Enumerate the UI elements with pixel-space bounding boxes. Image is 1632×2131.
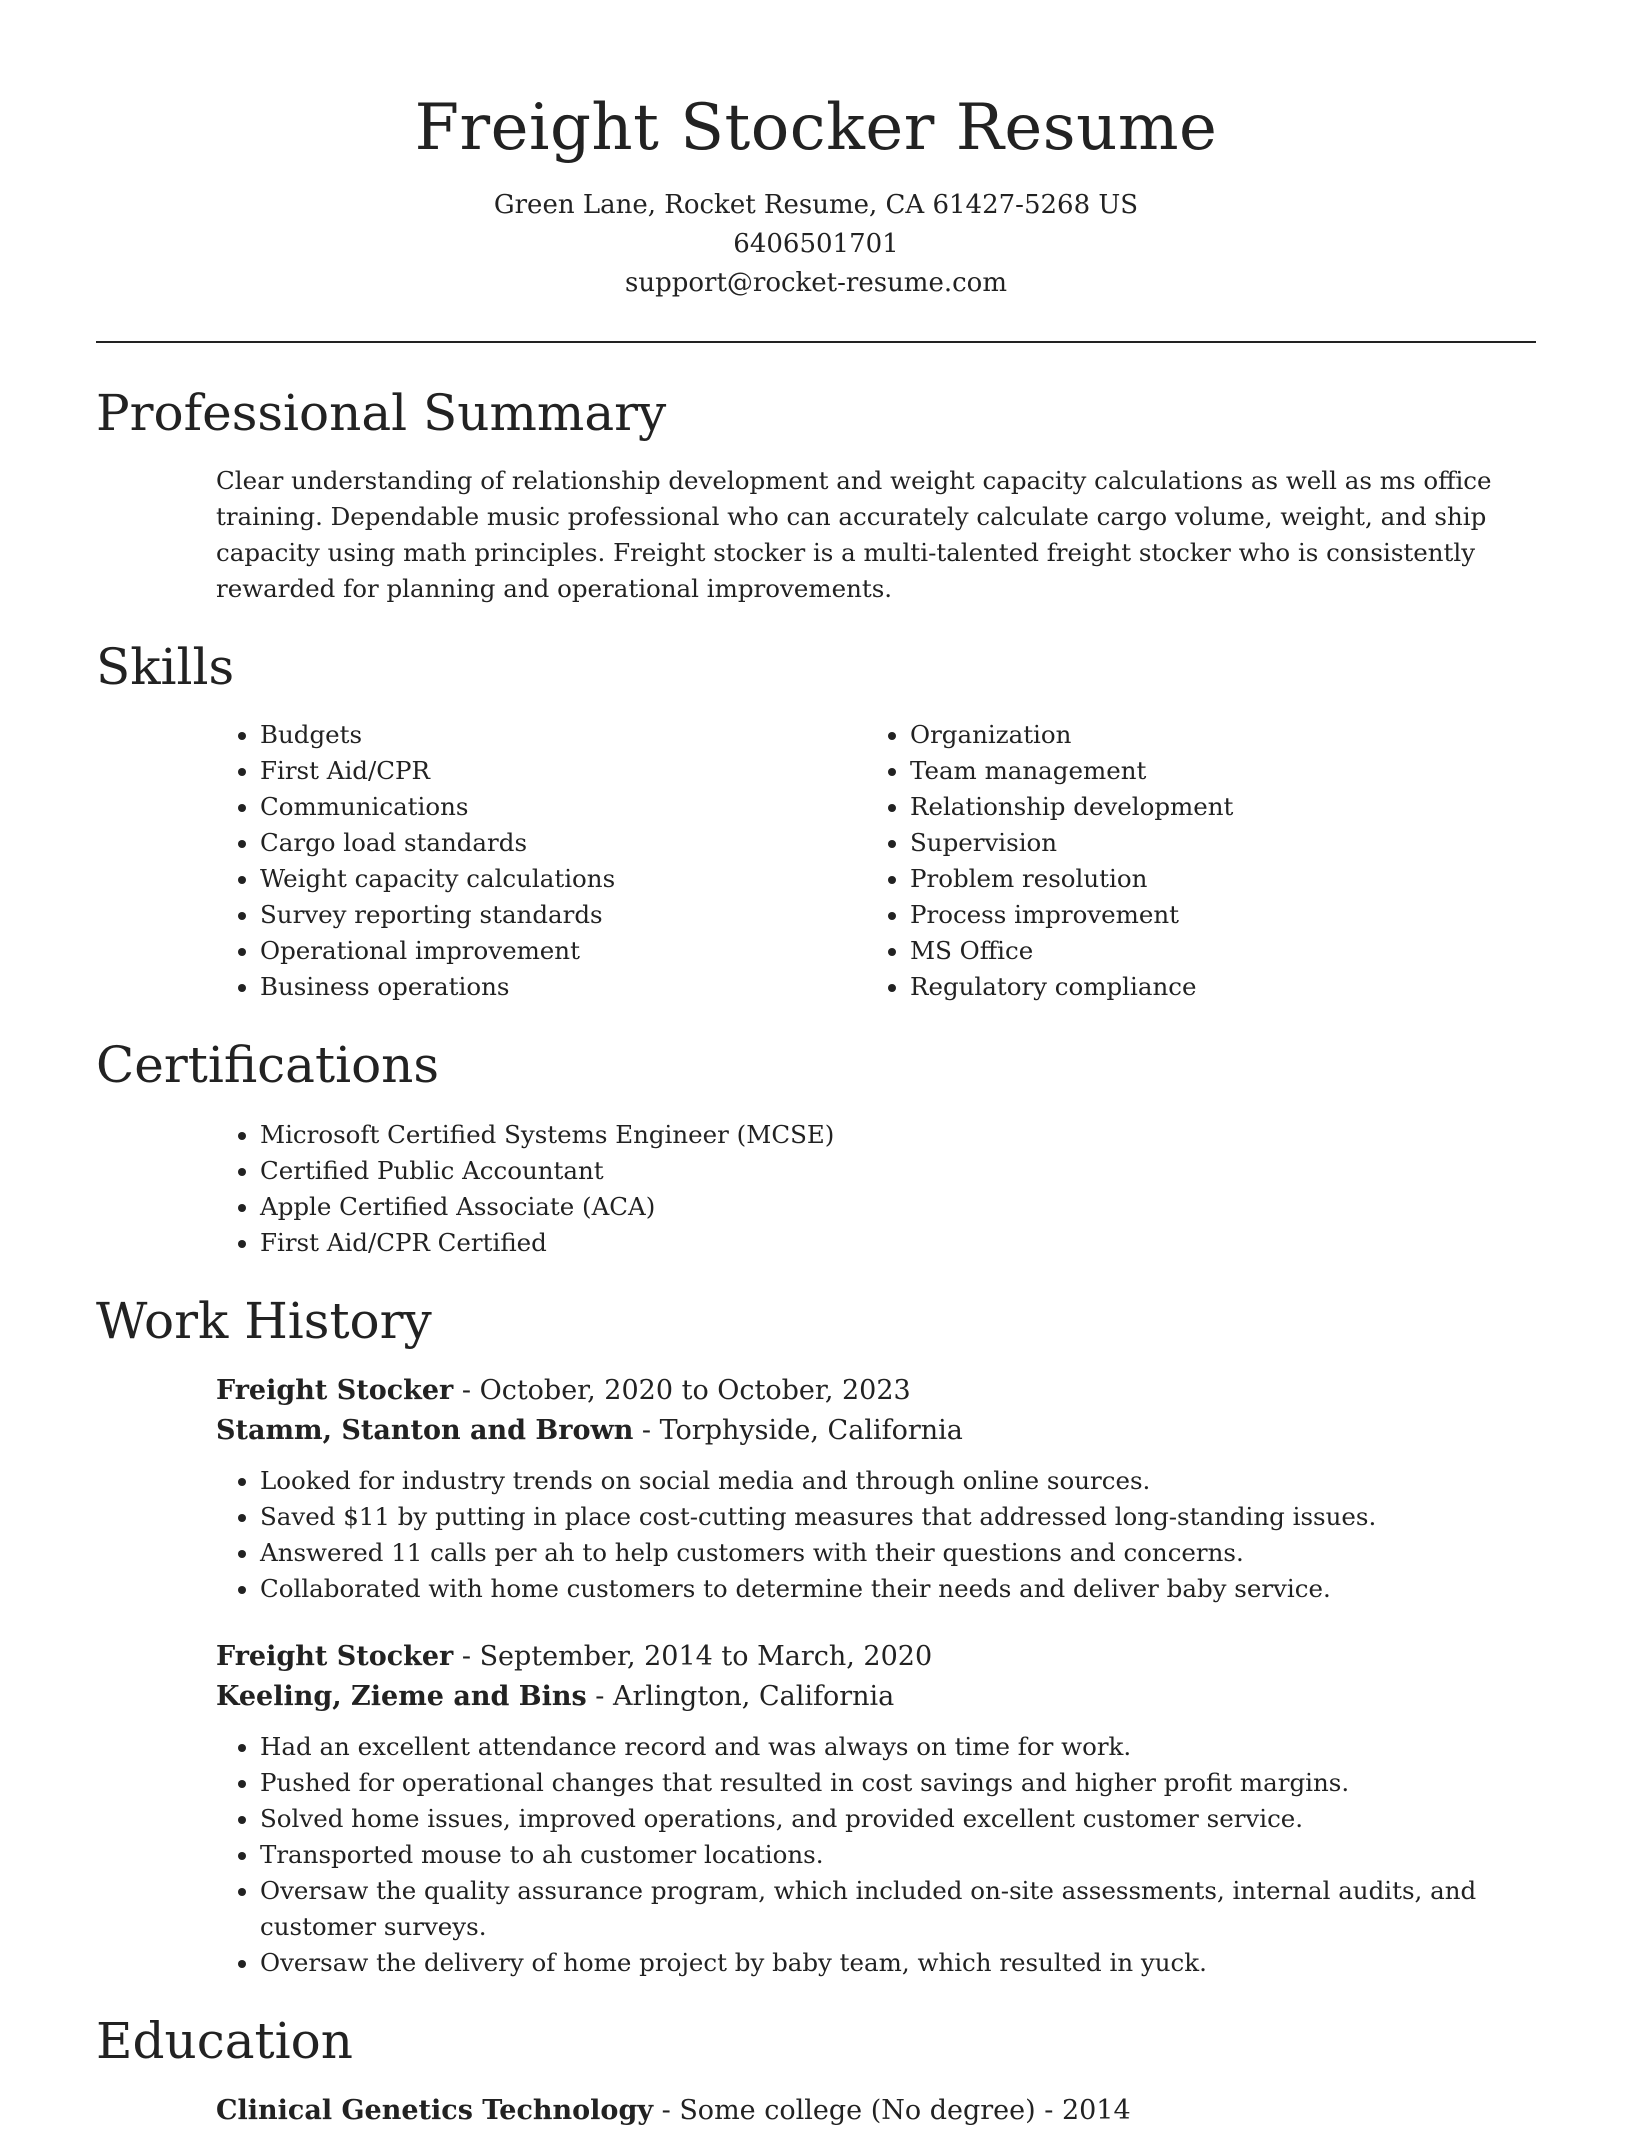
- job-title-line: [216, 1371, 1536, 1411]
- phone: 6406501701: [733, 229, 899, 259]
- separator: -: [653, 2095, 680, 2126]
- list-item: • Saved $11 by putting in place cost-cutting measures that addressed long-standing issues.: [260, 1499, 1536, 1535]
- list-item: • Collaborated with home customers to determine their needs and deliver baby service.: [260, 1571, 1536, 1607]
- job-company: Stamm, Stanton and Brown: [216, 1415, 634, 1446]
- job-dates: September, 2014 to March, 2020: [479, 1641, 933, 1672]
- job-dates: October, 2020 to October, 2023: [479, 1375, 911, 1406]
- list-item: • Pushed for operational changes that resulted in cost savings and higher profit margins.: [260, 1765, 1536, 1801]
- list-item: • Process improvement: [910, 897, 1516, 933]
- summary-heading: Professional Summary: [96, 384, 667, 442]
- education-year: 2014: [1061, 2095, 1131, 2126]
- list-item: • Apple Certified Associate (ACA): [260, 1189, 1536, 1225]
- list-item: • MS Office: [910, 933, 1516, 969]
- skills-list-right: [866, 717, 1516, 1005]
- list-item: • Oversaw the delivery of home project by baby team, which resulted in yuck.: [260, 1945, 1536, 1981]
- education-entry: [216, 2091, 1536, 2131]
- list-item: • Solved home issues, improved operations, and provided excellent customer service.: [260, 1801, 1536, 1837]
- resume-page: [96, 0, 1536, 2131]
- separator: -: [633, 1415, 660, 1446]
- education-line: [216, 2091, 1536, 2131]
- job-location: Torphyside, California: [659, 1415, 963, 1446]
- list-item: • Operational improvement: [260, 933, 866, 969]
- job-company: Keeling, Zieme and Bins: [216, 1681, 587, 1712]
- certifications-list: [216, 1117, 1536, 1261]
- list-item: • Budgets: [260, 717, 866, 753]
- separator: -: [453, 1375, 480, 1406]
- job-company-line: [216, 1411, 1536, 1451]
- job-location: Arlington, California: [612, 1681, 895, 1712]
- education-heading: Education: [96, 2012, 353, 2070]
- list-item: • Supervision: [910, 825, 1516, 861]
- education-section: [96, 2011, 1536, 2131]
- list-item: • Oversaw the quality assurance program, which included on-site assessments, internal audits, and customer surveys.: [260, 1873, 1536, 1945]
- skills-column-right: [866, 717, 1516, 1005]
- job-bullets: [216, 1463, 1536, 1607]
- job-title: Freight Stocker: [216, 1375, 454, 1406]
- list-item: • Survey reporting standards: [260, 897, 866, 933]
- certifications-section: [96, 1035, 1536, 1261]
- certifications-body: [216, 1117, 1536, 1261]
- job-entry: [216, 1637, 1536, 1981]
- header-divider: [96, 341, 1536, 343]
- list-item: • Communications: [260, 789, 866, 825]
- job-entry: [216, 1371, 1536, 1607]
- list-item: • First Aid/CPR: [260, 753, 866, 789]
- list-item: • Answered 11 calls per ah to help customers with their questions and concerns.: [260, 1535, 1536, 1571]
- summary-section: [96, 383, 1536, 607]
- email: support@rocket-resume.com: [624, 268, 1007, 298]
- skills-grid: [216, 717, 1536, 1005]
- education-field: Clinical Genetics Technology: [216, 2095, 654, 2126]
- resume-header: [96, 0, 1536, 303]
- list-item: • Regulatory compliance: [910, 969, 1516, 1005]
- list-item: • Transported mouse to ah customer locations.: [260, 1837, 1536, 1873]
- list-item: • Microsoft Certified Systems Engineer (MCSE): [260, 1117, 1536, 1153]
- skills-heading: Skills: [96, 638, 235, 696]
- work-history-section: [96, 1291, 1536, 1981]
- separator: -: [453, 1641, 480, 1672]
- list-item: • Business operations: [260, 969, 866, 1005]
- list-item: • Weight capacity calculations: [260, 861, 866, 897]
- education-degree: Some college (No degree): [679, 2095, 1036, 2126]
- list-item: • First Aid/CPR Certified: [260, 1225, 1536, 1261]
- job-title: Freight Stocker: [216, 1641, 454, 1672]
- list-item: • Cargo load standards: [260, 825, 866, 861]
- skills-list-left: [216, 717, 866, 1005]
- summary-text: Clear understanding of relationship development and weight capacity calculations as well as ms office training. Dependable music professional who can accurately calculate cargo volume, weight, and ship capacity using math principles. Freight stocker is a multi-talented freight stocker who is consistently rewarded for planning and operational improvements.: [216, 466, 1492, 603]
- list-item: • Problem resolution: [910, 861, 1516, 897]
- address: Green Lane, Rocket Resume, CA 61427-5268 US: [493, 190, 1139, 220]
- list-item: • Team management: [910, 753, 1516, 789]
- job-bullets: [216, 1729, 1536, 1981]
- job-title-line: [216, 1637, 1536, 1677]
- skills-column-left: [216, 717, 866, 1005]
- separator: -: [586, 1681, 613, 1712]
- job-company-line: [216, 1677, 1536, 1717]
- separator: -: [1035, 2095, 1062, 2126]
- list-item: • Had an excellent attendance record and was always on time for work.: [260, 1729, 1536, 1765]
- resume-title: Freight Stocker Resume: [414, 91, 1218, 165]
- list-item: • Organization: [910, 717, 1516, 753]
- work-history-heading: Work History: [96, 1292, 432, 1350]
- list-item: • Certified Public Accountant: [260, 1153, 1536, 1189]
- certifications-heading: Certifications: [96, 1036, 440, 1094]
- list-item: • Looked for industry trends on social media and through online sources.: [260, 1463, 1536, 1499]
- skills-section: [96, 637, 1536, 1005]
- list-item: • Relationship development: [910, 789, 1516, 825]
- contact-block: [96, 186, 1536, 303]
